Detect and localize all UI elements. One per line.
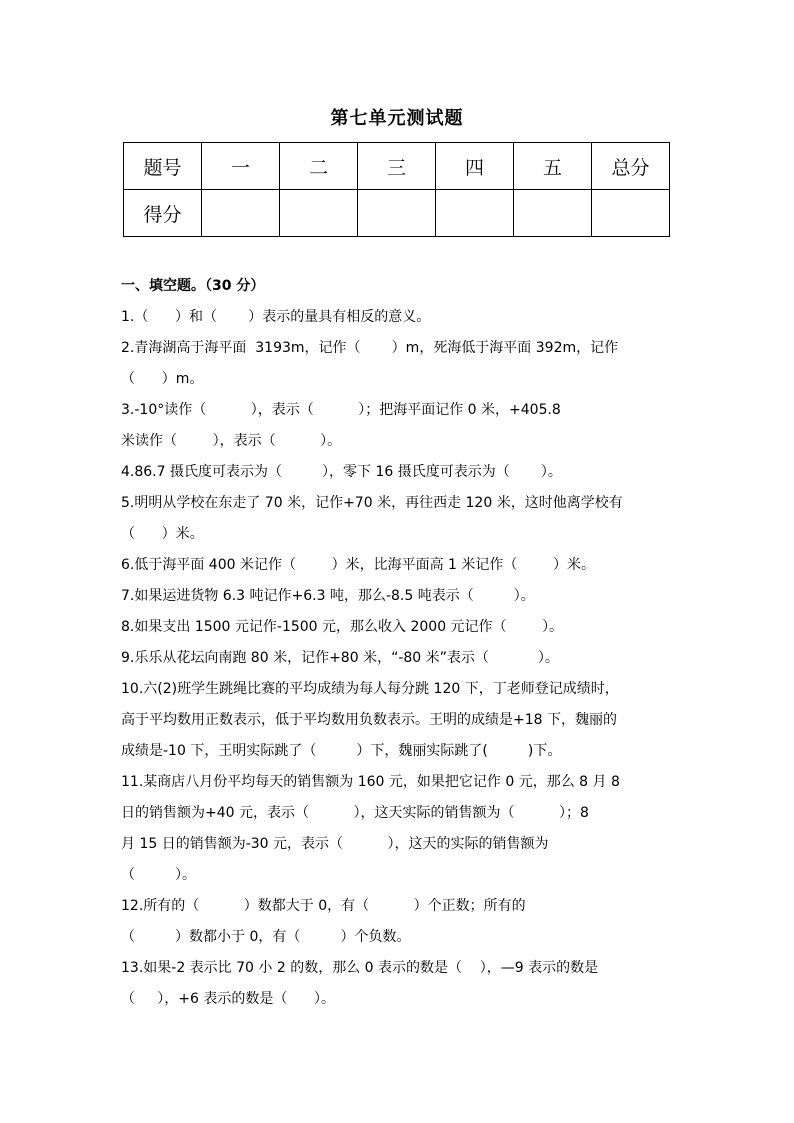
score-table-header-cell: 二 xyxy=(280,143,358,190)
question-line: 9.乐乐从花坛向南跑 80 米，记作+80 米，“-80 米”表示（ ）。 xyxy=(121,650,559,666)
question-line: 6.低于海平面 400 米记作（ ）米，比海平面高 1 米记作（ ）米。 xyxy=(121,557,595,573)
score-table-header-cell: 四 xyxy=(436,143,514,190)
question-line: （ ）m。 xyxy=(121,371,204,387)
score-cell xyxy=(280,190,358,237)
question-line: 高于平均数用正数表示，低于平均数用负数表示。王明的成绩是+18 下，魏丽的 xyxy=(121,712,617,728)
question-line: 5.明明从学校在东走了 70 米，记作+70 米，再往西走 120 米，这时他离学校有 xyxy=(121,495,623,511)
question-line: 11.某商店八月份平均每天的销售额为 160 元，如果把它记作 0 元，那么 8 月 8 xyxy=(121,774,620,790)
score-table-header-cell: 总分 xyxy=(592,143,670,190)
score-cell xyxy=(514,190,592,237)
page-title: 第七单元测试题 xyxy=(330,108,464,129)
question-line: （ ），+6 表示的数是（ ）。 xyxy=(121,991,336,1007)
score-table xyxy=(123,142,670,237)
question-line: 4.86.7 摄氏度可表示为（ ），零下 16 摄氏度可表示为（ ）。 xyxy=(121,464,562,480)
question-content xyxy=(121,271,679,1015)
score-cell xyxy=(592,190,670,237)
question-line: 1.（ ）和（ ）表示的量具有相反的意义。 xyxy=(121,309,431,325)
score-table-header-cell: 一 xyxy=(202,143,280,190)
score-cell xyxy=(436,190,514,237)
question-lines xyxy=(121,302,679,1015)
score-table-header-cell: 题号 xyxy=(124,143,202,190)
question-line: 3.-10°读作（ ），表示（ ）；把海平面记作 0 米，+405.8 xyxy=(121,402,561,418)
question-line: 12.所有的（ ）数都大于 0，有（ ）个正数；所有的 xyxy=(121,898,526,914)
question-line: （ ）米。 xyxy=(121,526,204,542)
score-table-header-row xyxy=(124,143,670,190)
question-line: 2.青海湖高于海平面 3193m，记作（ ）m，死海低于海平面 392m，记作 xyxy=(121,340,619,356)
question-line: 成绩是-10 下，王明实际跳了（ ）下，魏丽实际跳了( )下。 xyxy=(121,743,562,759)
score-table-header-cell: 五 xyxy=(514,143,592,190)
question-line: 日的销售额为+40 元，表示（ ），这天实际的销售额为（ ）；8 xyxy=(121,805,589,821)
question-line: 7.如果运进货物 6.3 吨记作+6.3 吨，那么-8.5 吨表示（ ）。 xyxy=(121,588,535,604)
question-line: 月 15 日的销售额为-30 元，表示（ ），这天的实际的销售额为 xyxy=(121,836,549,852)
score-cell xyxy=(358,190,436,237)
question-line: 13.如果-2 表示比 70 小 2 的数，那么 0 表示的数是（ ），—9 表示的数是 xyxy=(121,960,599,976)
question-line: （ ）数都小于 0，有（ ）个负数。 xyxy=(121,929,411,945)
score-table-score-row xyxy=(124,190,670,237)
score-table-row-label: 得分 xyxy=(124,190,202,237)
question-line: （ ）。 xyxy=(121,867,197,883)
question-line: 10.六(2)班学生跳绳比赛的平均成绩为每人每分跳 120 下，丁老师登记成绩时， xyxy=(121,681,619,697)
section-title: 一、填空题。（30 分） xyxy=(121,278,265,294)
question-line: 8.如果支出 1500 元记作-1500 元，那么收入 2000 元记作（ ）。 xyxy=(121,619,564,635)
score-cell xyxy=(202,190,280,237)
score-table-header-cell: 三 xyxy=(358,143,436,190)
question-line: 米读作（ ），表示（ ）。 xyxy=(121,433,342,449)
